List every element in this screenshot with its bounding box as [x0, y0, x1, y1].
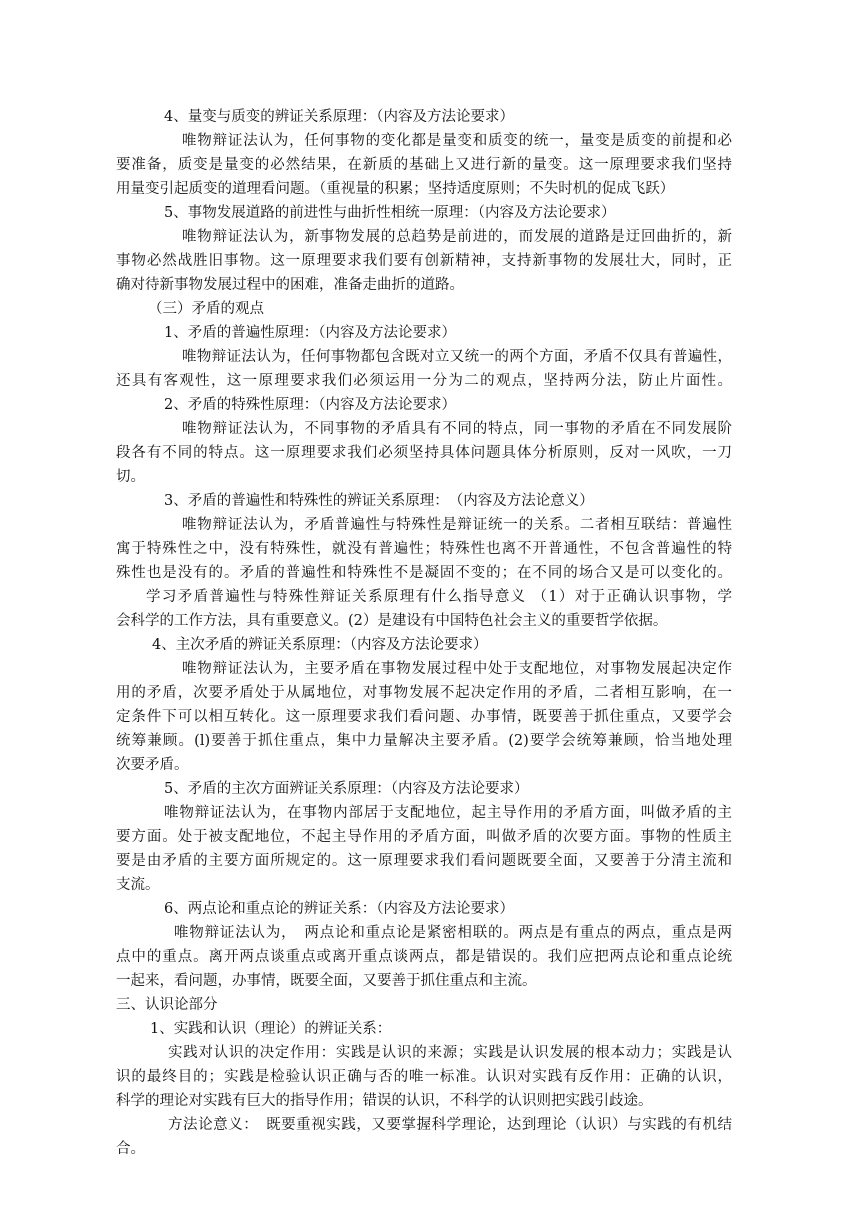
heading-two-points-key-point: 6、两点论和重点论的辨证关系：（内容及方法论要求） [164, 901, 514, 917]
paragraph-line: 寓于特殊性之中，没有特殊性，就没有普遍性；特殊性也离不开普通性，不包含普遍性的特 [116, 541, 732, 557]
paragraph-line: 段各有不同的特点。这一原理要求我们必须坚持具体问题具体分析原则，反对一风吹，一刀 [116, 445, 732, 461]
heading-progress-and-twists: 5、事物发展道路的前进性与曲折性相统一原理：（内容及方法论要求） [164, 205, 616, 221]
paragraph-line: 实践对认识的决定作用：实践是认识的来源；实践是认识发展的根本动力；实践是认 [168, 1045, 732, 1061]
paragraph-line: 合。 [116, 1141, 145, 1157]
paragraph-line: 唯物辩证法认为，任何事物的变化都是量变和质变的统一，量变是质变的前提和必 [182, 133, 732, 149]
paragraph-line: 唯物辩证法认为，主要矛盾在事物发展过程中处于支配地位，对事物发展起决定作 [182, 661, 732, 677]
heading-universality-particularity: 3、矛盾的普遍性和特殊性的辨证关系原理： （内容及方法论意义） [164, 493, 594, 509]
paragraph-line: 识的最终目的；实践是检验认识正确与否的唯一标准。认识对实践有反作用：正确的认识， [116, 1069, 732, 1085]
paragraph-line: 学习矛盾普遍性与特殊性辩证关系原理有什么指导意义 （1）对于正确认识事物，学 [146, 589, 732, 605]
paragraph-line: 方法论意义： 既要重视实践，又要掌握科学理论，达到理论（认识）与实践的有机结 [168, 1117, 732, 1133]
part-heading-epistemology: 三、认识论部分 [116, 997, 218, 1013]
paragraph-line: 支流。 [116, 877, 160, 893]
paragraph-line: 事物必然战胜旧事物。这一原理要求我们要有创新精神，支持新事物的发展壮大，同时，正 [116, 253, 732, 269]
paragraph-line: 还具有客观性，这一原理要求我们必须运用一分为二的观点，坚持两分法，防止片面性。 [116, 373, 732, 389]
paragraph-line: 要方面。处于被支配地位，不起主导作用的矛盾方面，叫做矛盾的次要方面。事物的性质主 [116, 829, 732, 845]
heading-particularity: 2、矛盾的特殊性原理：（内容及方法论要求） [164, 397, 456, 413]
paragraph-line: 唯物辩证法认为，矛盾普遍性与特殊性是辩证统一的关系。二者相互联结：普遍性 [182, 517, 732, 533]
paragraph-line: 唯物辩证法认为，新事物发展的总趋势是前进的，而发展的道路是迂回曲折的，新 [182, 229, 732, 245]
section-heading-contradiction: （三）矛盾的观点 [148, 301, 264, 317]
heading-principal-secondary: 4、主次矛盾的辨证关系原理：（内容及方法论要求） [152, 637, 488, 653]
paragraph-line: 殊性也是没有的。矛盾的普遍性和特殊性不是凝固不变的；在不同的场合又是可以变化的。 [116, 565, 732, 581]
paragraph-line: 用的矛盾，次要矛盾处于从属地位，对事物发展不起决定作用的矛盾，二者相互影响，在一 [116, 685, 732, 701]
paragraph-line: 点中的重点。离开两点谈重点或离开重点谈两点，都是错误的。我们应把两点论和重点论统 [116, 949, 732, 965]
paragraph-line: 要准备，质变是量变的必然结果，在新质的基础上又进行新的量变。这一原理要求我们坚持 [116, 157, 732, 173]
heading-universality: 1、矛盾的普遍性原理：（内容及方法论要求） [164, 325, 456, 341]
paragraph-line: 统筹兼顾。(l)要善于抓住重点，集中力量解决主要矛盾。(2)要学会统筹兼顾，恰当地处理 [116, 733, 732, 749]
paragraph-line: 唯物辩证法认为， 两点论和重点论是紧密相联的。两点是有重点的两点，重点是两 [174, 925, 732, 941]
heading-quantitative-qualitative-change: 4、量变与质变的辨证关系原理：（内容及方法论要求） [164, 109, 514, 125]
paragraph-line: 唯物辩证法认为，任何事物都包含既对立又统一的两个方面，矛盾不仅具有普遍性， [182, 349, 732, 365]
paragraph-line: 次要矛盾。 [116, 757, 189, 773]
paragraph-line: 要是由矛盾的主要方面所规定的。这一原理要求我们看问题既要全面，又要善于分清主流和 [116, 853, 732, 869]
paragraph-line: 定条件下可以相互转化。这一原理要求我们看问题、办事情，既要善于抓住重点，又要学会 [116, 709, 732, 725]
paragraph-line: 唯物辩证法认为，不同事物的矛盾具有不同的特点，同一事物的矛盾在不同发展阶 [182, 421, 732, 437]
paragraph-line: 唯物辩证法认为，在事物内部居于支配地位，起主导作用的矛盾方面，叫做矛盾的主 [164, 805, 732, 821]
paragraph-line: 切。 [116, 469, 145, 485]
paragraph-line: 一起来，看问题，办事情，既要全面，又要善于抓住重点和主流。 [116, 973, 537, 989]
paragraph-line: 会科学的工作方法，具有重要意义。(2）是建设有中国特色社会主义的重要哲学依据。 [116, 613, 668, 629]
paragraph-line: 确对待新事物发展过程中的困难，准备走曲折的道路。 [116, 277, 464, 293]
heading-practice-and-cognition: 1、实践和认识（理论）的辨证关系： [150, 1021, 392, 1037]
heading-principal-aspect: 5、矛盾的主次方面辨证关系原理：（内容及方法论要求） [164, 781, 529, 797]
paragraph-line: 用量变引起质变的道理看问题。（重视量的积累；坚持适度原则；不失时机的促成飞跃） [116, 181, 675, 197]
paragraph-line: 科学的理论对实践有巨大的指导作用；错误的认识，不科学的认识则把实践引歧途。 [116, 1093, 653, 1109]
